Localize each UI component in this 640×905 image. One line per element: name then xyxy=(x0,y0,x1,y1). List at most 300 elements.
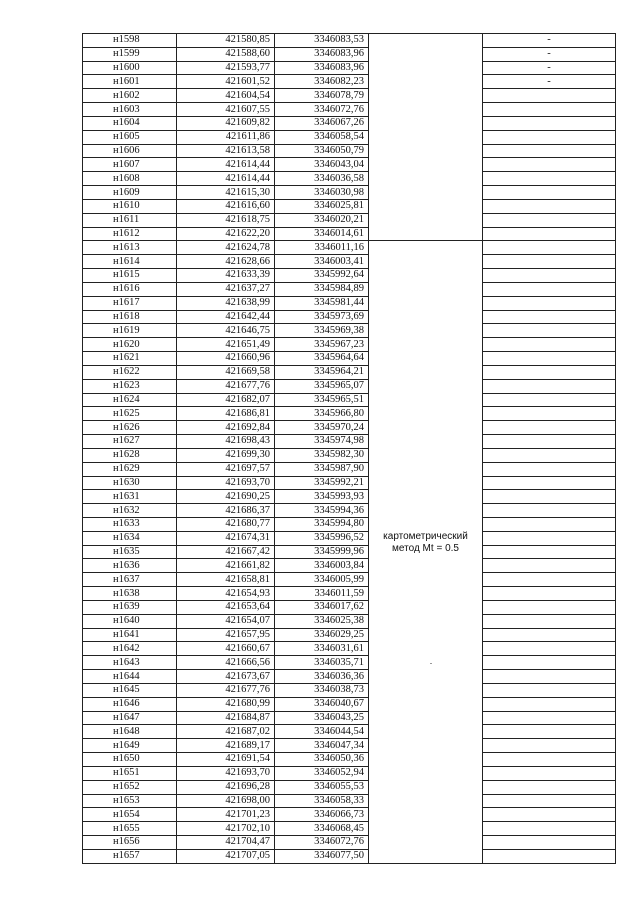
point-name-cell: н1645 xyxy=(83,683,177,697)
table-row xyxy=(83,158,616,172)
right-column-cell xyxy=(483,158,616,172)
y-coordinate-cell: 3345967,23 xyxy=(275,338,369,352)
right-column-cell xyxy=(483,517,616,531)
y-coordinate-cell: 3346011,16 xyxy=(275,241,369,255)
method-note-line-2: метод Mt = 0.5 xyxy=(392,543,459,555)
x-coordinate-cell: 421682,07 xyxy=(177,393,275,407)
table-row xyxy=(83,725,616,739)
table-row xyxy=(83,282,616,296)
table-row xyxy=(83,642,616,656)
point-name-cell: н1640 xyxy=(83,614,177,628)
right-column-cell xyxy=(483,172,616,186)
table-row xyxy=(83,421,616,435)
x-coordinate-cell: 421697,57 xyxy=(177,462,275,476)
table-row xyxy=(83,753,616,767)
right-column-cell xyxy=(483,600,616,614)
y-coordinate-cell: 3345992,64 xyxy=(275,269,369,283)
y-coordinate-cell: 3345992,21 xyxy=(275,476,369,490)
table-row xyxy=(83,144,616,158)
table-row xyxy=(83,808,616,822)
table-row xyxy=(83,241,616,255)
right-column-cell xyxy=(483,89,616,103)
table-row xyxy=(83,407,616,421)
table-row xyxy=(83,352,616,366)
table-row xyxy=(83,559,616,573)
y-coordinate-cell: 3345969,38 xyxy=(275,324,369,338)
table-row xyxy=(83,365,616,379)
right-column-cell xyxy=(483,614,616,628)
table-row xyxy=(83,448,616,462)
right-column-cell xyxy=(483,697,616,711)
point-name-cell: н1650 xyxy=(83,753,177,767)
right-column-cell xyxy=(483,144,616,158)
x-coordinate-cell: 421698,43 xyxy=(177,435,275,449)
y-coordinate-cell: 3346083,96 xyxy=(275,61,369,75)
right-column-cell xyxy=(483,227,616,241)
x-coordinate-cell: 421653,64 xyxy=(177,600,275,614)
y-coordinate-cell: 3345982,30 xyxy=(275,448,369,462)
page-speck xyxy=(430,663,432,664)
right-column-cell xyxy=(483,656,616,670)
x-coordinate-cell: 421658,81 xyxy=(177,573,275,587)
y-coordinate-cell: 3345987,90 xyxy=(275,462,369,476)
x-coordinate-cell: 421692,84 xyxy=(177,421,275,435)
table-row xyxy=(83,628,616,642)
x-coordinate-cell: 421660,67 xyxy=(177,642,275,656)
table-row xyxy=(83,490,616,504)
point-name-cell: н1607 xyxy=(83,158,177,172)
right-column-cell xyxy=(483,683,616,697)
x-coordinate-cell: 421702,10 xyxy=(177,822,275,836)
x-coordinate-cell: 421651,49 xyxy=(177,338,275,352)
point-name-cell: н1621 xyxy=(83,352,177,366)
y-coordinate-cell: 3346036,58 xyxy=(275,172,369,186)
right-column-cell xyxy=(483,186,616,200)
table-row xyxy=(83,103,616,117)
point-name-cell: н1653 xyxy=(83,794,177,808)
right-column-cell xyxy=(483,352,616,366)
table-row xyxy=(83,186,616,200)
x-coordinate-cell: 421637,27 xyxy=(177,282,275,296)
x-coordinate-cell: 421633,39 xyxy=(177,269,275,283)
point-name-cell: н1608 xyxy=(83,172,177,186)
table-row xyxy=(83,116,616,130)
x-coordinate-cell: 421687,02 xyxy=(177,725,275,739)
y-coordinate-cell: 3346038,73 xyxy=(275,683,369,697)
right-column-cell xyxy=(483,836,616,850)
right-column-cell xyxy=(483,808,616,822)
right-column-cell xyxy=(483,130,616,144)
table-row xyxy=(83,711,616,725)
table-row xyxy=(83,476,616,490)
point-name-cell: н1599 xyxy=(83,47,177,61)
right-column-cell: - xyxy=(483,75,616,89)
x-coordinate-cell: 421604,54 xyxy=(177,89,275,103)
right-column-cell xyxy=(483,794,616,808)
table-row xyxy=(83,849,616,863)
point-name-cell: н1656 xyxy=(83,836,177,850)
y-coordinate-cell: 3346052,94 xyxy=(275,766,369,780)
method-cell xyxy=(369,34,483,241)
point-name-cell: н1602 xyxy=(83,89,177,103)
right-column-cell xyxy=(483,448,616,462)
right-column-cell xyxy=(483,421,616,435)
right-column-cell xyxy=(483,531,616,545)
table-row xyxy=(83,683,616,697)
table-row xyxy=(83,504,616,518)
x-coordinate-cell: 421666,56 xyxy=(177,656,275,670)
right-column-cell xyxy=(483,255,616,269)
y-coordinate-cell: 3346035,71 xyxy=(275,656,369,670)
right-column-cell xyxy=(483,365,616,379)
table-row xyxy=(83,780,616,794)
point-name-cell: н1641 xyxy=(83,628,177,642)
table-row xyxy=(83,213,616,227)
y-coordinate-cell: 3345994,36 xyxy=(275,504,369,518)
y-coordinate-cell: 3345966,80 xyxy=(275,407,369,421)
point-name-cell: н1631 xyxy=(83,490,177,504)
y-coordinate-cell: 3346043,04 xyxy=(275,158,369,172)
point-name-cell: н1651 xyxy=(83,766,177,780)
table-row xyxy=(83,61,616,75)
table-row xyxy=(83,47,616,61)
method-cell xyxy=(369,241,483,863)
x-coordinate-cell: 421689,17 xyxy=(177,739,275,753)
right-column-cell xyxy=(483,269,616,283)
x-coordinate-cell: 421674,31 xyxy=(177,531,275,545)
y-coordinate-cell: 3346043,25 xyxy=(275,711,369,725)
point-name-cell: н1604 xyxy=(83,116,177,130)
point-name-cell: н1616 xyxy=(83,282,177,296)
y-coordinate-cell: 3346050,79 xyxy=(275,144,369,158)
x-coordinate-cell: 421677,76 xyxy=(177,379,275,393)
right-column-cell xyxy=(483,670,616,684)
right-column-cell xyxy=(483,407,616,421)
point-name-cell: н1620 xyxy=(83,338,177,352)
x-coordinate-cell: 421696,28 xyxy=(177,780,275,794)
y-coordinate-cell: 3346029,25 xyxy=(275,628,369,642)
y-coordinate-cell: 3345984,89 xyxy=(275,282,369,296)
y-coordinate-cell: 3346082,23 xyxy=(275,75,369,89)
y-coordinate-cell: 3346047,34 xyxy=(275,739,369,753)
x-coordinate-cell: 421699,30 xyxy=(177,448,275,462)
point-name-cell: н1624 xyxy=(83,393,177,407)
y-coordinate-cell: 3346078,79 xyxy=(275,89,369,103)
y-coordinate-cell: 3346077,50 xyxy=(275,849,369,863)
table-row xyxy=(83,794,616,808)
right-column-cell xyxy=(483,116,616,130)
x-coordinate-cell: 421615,30 xyxy=(177,186,275,200)
coordinates-table xyxy=(82,33,616,864)
x-coordinate-cell: 421609,82 xyxy=(177,116,275,130)
table-row xyxy=(83,255,616,269)
point-name-cell: н1605 xyxy=(83,130,177,144)
x-coordinate-cell: 421701,23 xyxy=(177,808,275,822)
y-coordinate-cell: 3346067,26 xyxy=(275,116,369,130)
x-coordinate-cell: 421667,42 xyxy=(177,545,275,559)
point-name-cell: н1629 xyxy=(83,462,177,476)
y-coordinate-cell: 3345973,69 xyxy=(275,310,369,324)
y-coordinate-cell: 3345970,24 xyxy=(275,421,369,435)
x-coordinate-cell: 421622,20 xyxy=(177,227,275,241)
right-column-cell xyxy=(483,711,616,725)
point-name-cell: н1625 xyxy=(83,407,177,421)
point-name-cell: н1642 xyxy=(83,642,177,656)
point-name-cell: н1638 xyxy=(83,587,177,601)
x-coordinate-cell: 421707,05 xyxy=(177,849,275,863)
point-name-cell: н1639 xyxy=(83,600,177,614)
x-coordinate-cell: 421638,99 xyxy=(177,296,275,310)
right-column-cell xyxy=(483,822,616,836)
table-row xyxy=(83,227,616,241)
x-coordinate-cell: 421686,37 xyxy=(177,504,275,518)
point-name-cell: н1643 xyxy=(83,656,177,670)
right-column-cell xyxy=(483,504,616,518)
point-name-cell: н1614 xyxy=(83,255,177,269)
point-name-cell: н1644 xyxy=(83,670,177,684)
point-name-cell: н1600 xyxy=(83,61,177,75)
point-name-cell: н1623 xyxy=(83,379,177,393)
y-coordinate-cell: 3345999,96 xyxy=(275,545,369,559)
y-coordinate-cell: 3346068,45 xyxy=(275,822,369,836)
table-row xyxy=(83,587,616,601)
x-coordinate-cell: 421693,70 xyxy=(177,476,275,490)
x-coordinate-cell: 421669,58 xyxy=(177,365,275,379)
x-coordinate-cell: 421614,44 xyxy=(177,172,275,186)
y-coordinate-cell: 3346017,62 xyxy=(275,600,369,614)
right-column-cell xyxy=(483,199,616,213)
x-coordinate-cell: 421690,25 xyxy=(177,490,275,504)
y-coordinate-cell: 3345974,98 xyxy=(275,435,369,449)
y-coordinate-cell: 3346083,53 xyxy=(275,34,369,48)
y-coordinate-cell: 3346003,84 xyxy=(275,559,369,573)
table-row xyxy=(83,670,616,684)
y-coordinate-cell: 3346058,33 xyxy=(275,794,369,808)
x-coordinate-cell: 421680,77 xyxy=(177,517,275,531)
point-name-cell: н1636 xyxy=(83,559,177,573)
table-row xyxy=(83,614,616,628)
y-coordinate-cell: 3345965,07 xyxy=(275,379,369,393)
right-column-cell xyxy=(483,490,616,504)
x-coordinate-cell: 421618,75 xyxy=(177,213,275,227)
x-coordinate-cell: 421661,82 xyxy=(177,559,275,573)
table-row xyxy=(83,822,616,836)
table-row xyxy=(83,573,616,587)
right-column-cell xyxy=(483,573,616,587)
x-coordinate-cell: 421601,52 xyxy=(177,75,275,89)
table-row xyxy=(83,545,616,559)
x-coordinate-cell: 421616,60 xyxy=(177,199,275,213)
y-coordinate-cell: 3346066,73 xyxy=(275,808,369,822)
y-coordinate-cell: 3346025,81 xyxy=(275,199,369,213)
x-coordinate-cell: 421624,78 xyxy=(177,241,275,255)
x-coordinate-cell: 421698,00 xyxy=(177,794,275,808)
right-column-cell xyxy=(483,324,616,338)
table-row xyxy=(83,324,616,338)
point-name-cell: н1626 xyxy=(83,421,177,435)
y-coordinate-cell: 3346025,38 xyxy=(275,614,369,628)
point-name-cell: н1613 xyxy=(83,241,177,255)
right-column-cell xyxy=(483,849,616,863)
point-name-cell: н1615 xyxy=(83,269,177,283)
y-coordinate-cell: 3345994,80 xyxy=(275,517,369,531)
y-coordinate-cell: 3346005,99 xyxy=(275,573,369,587)
table-row xyxy=(83,697,616,711)
y-coordinate-cell: 3345981,44 xyxy=(275,296,369,310)
table-row xyxy=(83,269,616,283)
point-name-cell: н1603 xyxy=(83,103,177,117)
point-name-cell: н1622 xyxy=(83,365,177,379)
x-coordinate-cell: 421646,75 xyxy=(177,324,275,338)
table-row xyxy=(83,130,616,144)
point-name-cell: н1657 xyxy=(83,849,177,863)
point-name-cell: н1632 xyxy=(83,504,177,518)
table-row xyxy=(83,462,616,476)
x-coordinate-cell: 421704,47 xyxy=(177,836,275,850)
point-name-cell: н1648 xyxy=(83,725,177,739)
table-row xyxy=(83,393,616,407)
x-coordinate-cell: 421580,85 xyxy=(177,34,275,48)
coordinates-table-body xyxy=(83,34,616,864)
y-coordinate-cell: 3346011,59 xyxy=(275,587,369,601)
table-row xyxy=(83,34,616,48)
point-name-cell: н1612 xyxy=(83,227,177,241)
y-coordinate-cell: 3346050,36 xyxy=(275,753,369,767)
y-coordinate-cell: 3345965,51 xyxy=(275,393,369,407)
x-coordinate-cell: 421691,54 xyxy=(177,753,275,767)
y-coordinate-cell: 3346036,36 xyxy=(275,670,369,684)
x-coordinate-cell: 421684,87 xyxy=(177,711,275,725)
y-coordinate-cell: 3346003,41 xyxy=(275,255,369,269)
x-coordinate-cell: 421593,77 xyxy=(177,61,275,75)
point-name-cell: н1611 xyxy=(83,213,177,227)
table-row xyxy=(83,435,616,449)
y-coordinate-cell: 3345996,52 xyxy=(275,531,369,545)
y-coordinate-cell: 3345964,21 xyxy=(275,365,369,379)
right-column-cell xyxy=(483,296,616,310)
right-column-cell xyxy=(483,462,616,476)
right-column-cell xyxy=(483,587,616,601)
table-row xyxy=(83,766,616,780)
x-coordinate-cell: 421677,76 xyxy=(177,683,275,697)
method-note-line-1: картометрический xyxy=(383,531,468,543)
point-name-cell: н1630 xyxy=(83,476,177,490)
x-coordinate-cell: 421660,96 xyxy=(177,352,275,366)
table-row xyxy=(83,338,616,352)
point-name-cell: н1627 xyxy=(83,435,177,449)
y-coordinate-cell: 3346072,76 xyxy=(275,836,369,850)
right-column-cell xyxy=(483,753,616,767)
y-coordinate-cell: 3345993,93 xyxy=(275,490,369,504)
point-name-cell: н1634 xyxy=(83,531,177,545)
table-row xyxy=(83,172,616,186)
table-row xyxy=(83,310,616,324)
y-coordinate-cell: 3346072,76 xyxy=(275,103,369,117)
right-column-cell xyxy=(483,435,616,449)
method-note xyxy=(369,241,482,555)
x-coordinate-cell: 421642,44 xyxy=(177,310,275,324)
table-row xyxy=(83,531,616,545)
point-name-cell: н1637 xyxy=(83,573,177,587)
y-coordinate-cell: 3346020,21 xyxy=(275,213,369,227)
right-column-cell xyxy=(483,476,616,490)
x-coordinate-cell: 421654,07 xyxy=(177,614,275,628)
table-row xyxy=(83,656,616,670)
x-coordinate-cell: 421680,99 xyxy=(177,697,275,711)
y-coordinate-cell: 3346014,61 xyxy=(275,227,369,241)
y-coordinate-cell: 3346083,96 xyxy=(275,47,369,61)
x-coordinate-cell: 421657,95 xyxy=(177,628,275,642)
right-column-cell xyxy=(483,628,616,642)
point-name-cell: н1635 xyxy=(83,545,177,559)
right-column-cell: - xyxy=(483,34,616,48)
right-column-cell xyxy=(483,545,616,559)
right-column-cell xyxy=(483,379,616,393)
table-row xyxy=(83,600,616,614)
right-column-cell xyxy=(483,310,616,324)
right-column-cell xyxy=(483,780,616,794)
point-name-cell: н1646 xyxy=(83,697,177,711)
x-coordinate-cell: 421686,81 xyxy=(177,407,275,421)
right-column-cell xyxy=(483,241,616,255)
point-name-cell: н1619 xyxy=(83,324,177,338)
point-name-cell: н1617 xyxy=(83,296,177,310)
point-name-cell: н1628 xyxy=(83,448,177,462)
point-name-cell: н1601 xyxy=(83,75,177,89)
x-coordinate-cell: 421607,55 xyxy=(177,103,275,117)
point-name-cell: н1618 xyxy=(83,310,177,324)
right-column-cell xyxy=(483,766,616,780)
x-coordinate-cell: 421588,60 xyxy=(177,47,275,61)
point-name-cell: н1633 xyxy=(83,517,177,531)
x-coordinate-cell: 421673,67 xyxy=(177,670,275,684)
y-coordinate-cell: 3346030,98 xyxy=(275,186,369,200)
right-column-cell xyxy=(483,559,616,573)
point-name-cell: н1654 xyxy=(83,808,177,822)
y-coordinate-cell: 3346040,67 xyxy=(275,697,369,711)
point-name-cell: н1647 xyxy=(83,711,177,725)
y-coordinate-cell: 3346055,53 xyxy=(275,780,369,794)
right-column-cell: - xyxy=(483,61,616,75)
table-row xyxy=(83,836,616,850)
right-column-cell: - xyxy=(483,47,616,61)
right-column-cell xyxy=(483,213,616,227)
x-coordinate-cell: 421654,93 xyxy=(177,587,275,601)
table-row xyxy=(83,517,616,531)
right-column-cell xyxy=(483,739,616,753)
point-name-cell: н1652 xyxy=(83,780,177,794)
point-name-cell: н1610 xyxy=(83,199,177,213)
right-column-cell xyxy=(483,103,616,117)
right-column-cell xyxy=(483,282,616,296)
y-coordinate-cell: 3345964,64 xyxy=(275,352,369,366)
point-name-cell: н1609 xyxy=(83,186,177,200)
point-name-cell: н1655 xyxy=(83,822,177,836)
table-row xyxy=(83,75,616,89)
x-coordinate-cell: 421614,44 xyxy=(177,158,275,172)
point-name-cell: н1649 xyxy=(83,739,177,753)
x-coordinate-cell: 421628,66 xyxy=(177,255,275,269)
right-column-cell xyxy=(483,725,616,739)
table-row xyxy=(83,739,616,753)
x-coordinate-cell: 421611,86 xyxy=(177,130,275,144)
x-coordinate-cell: 421693,70 xyxy=(177,766,275,780)
table-row xyxy=(83,296,616,310)
point-name-cell: н1598 xyxy=(83,34,177,48)
right-column-cell xyxy=(483,393,616,407)
table-row xyxy=(83,199,616,213)
y-coordinate-cell: 3346031,61 xyxy=(275,642,369,656)
